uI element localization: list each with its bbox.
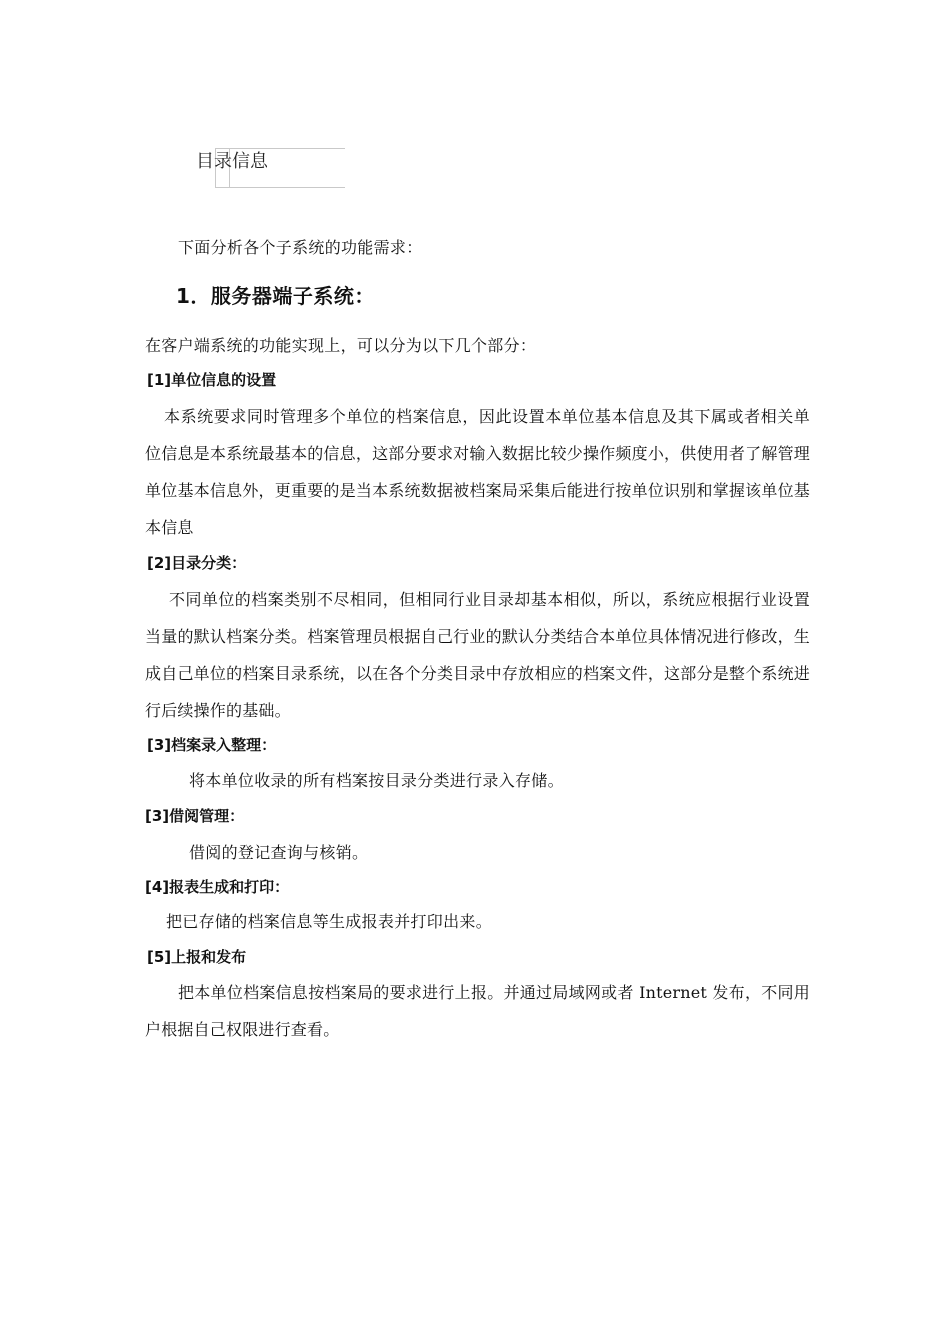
- subsection-title: [2]目录分类：: [147, 554, 247, 572]
- intro-text: 下面分析各个子系统的功能需求：: [178, 238, 423, 257]
- subsection-body: 将本单位收录的所有档案按目录分类进行录入存储。: [189, 771, 564, 790]
- subsection-title: [4]报表生成和打印：: [145, 878, 290, 896]
- directory-info-label: 目录信息: [196, 151, 268, 172]
- subsection-title: [1]单位信息的设置: [147, 371, 277, 389]
- subsection-body: 不同单位的档案类别不尽相同，但相同行业目录却基本相似，所以，系统应根据行业设置当量的默认档案分类。档案管理员根据自己行业的默认分类结合本单位具体情况进行修改，生成自己单位的档案目录系统，以在各个分类目录中存放相应的档案文件，这部分是整个系统进行后续操作的基础。: [145, 590, 810, 720]
- subsection-title: [5]上报和发布: [147, 948, 247, 966]
- subsection-title: [3]档案录入整理：: [147, 736, 277, 754]
- subsection-title: [3]借阅管理：: [145, 807, 245, 825]
- subsection-body: 借阅的登记查询与核销。: [189, 843, 369, 862]
- subsection-body: 本系统要求同时管理多个单位的档案信息，因此设置本单位基本信息及其下属或者相关单位信息是本系统最基本的信息，这部分要求对输入数据比较少操作频度小，供使用者了解管理单位基本信息外，更重要的是当本系统数据被档案局采集后能进行按单位识别和掌握该单位基本信息: [145, 407, 810, 537]
- subsection-body: 把本单位档案信息按档案局的要求进行上报。并通过局域网或者 Internet 发布，不同用户根据自己权限进行查看。: [145, 983, 810, 1039]
- section-heading: 1．服务器端子系统：: [176, 284, 375, 308]
- subsection-body: 把已存储的档案信息等生成报表并打印出来。: [166, 912, 493, 931]
- lead-text: 在客户端系统的功能实现上，可以分为以下几个部分：: [145, 336, 537, 355]
